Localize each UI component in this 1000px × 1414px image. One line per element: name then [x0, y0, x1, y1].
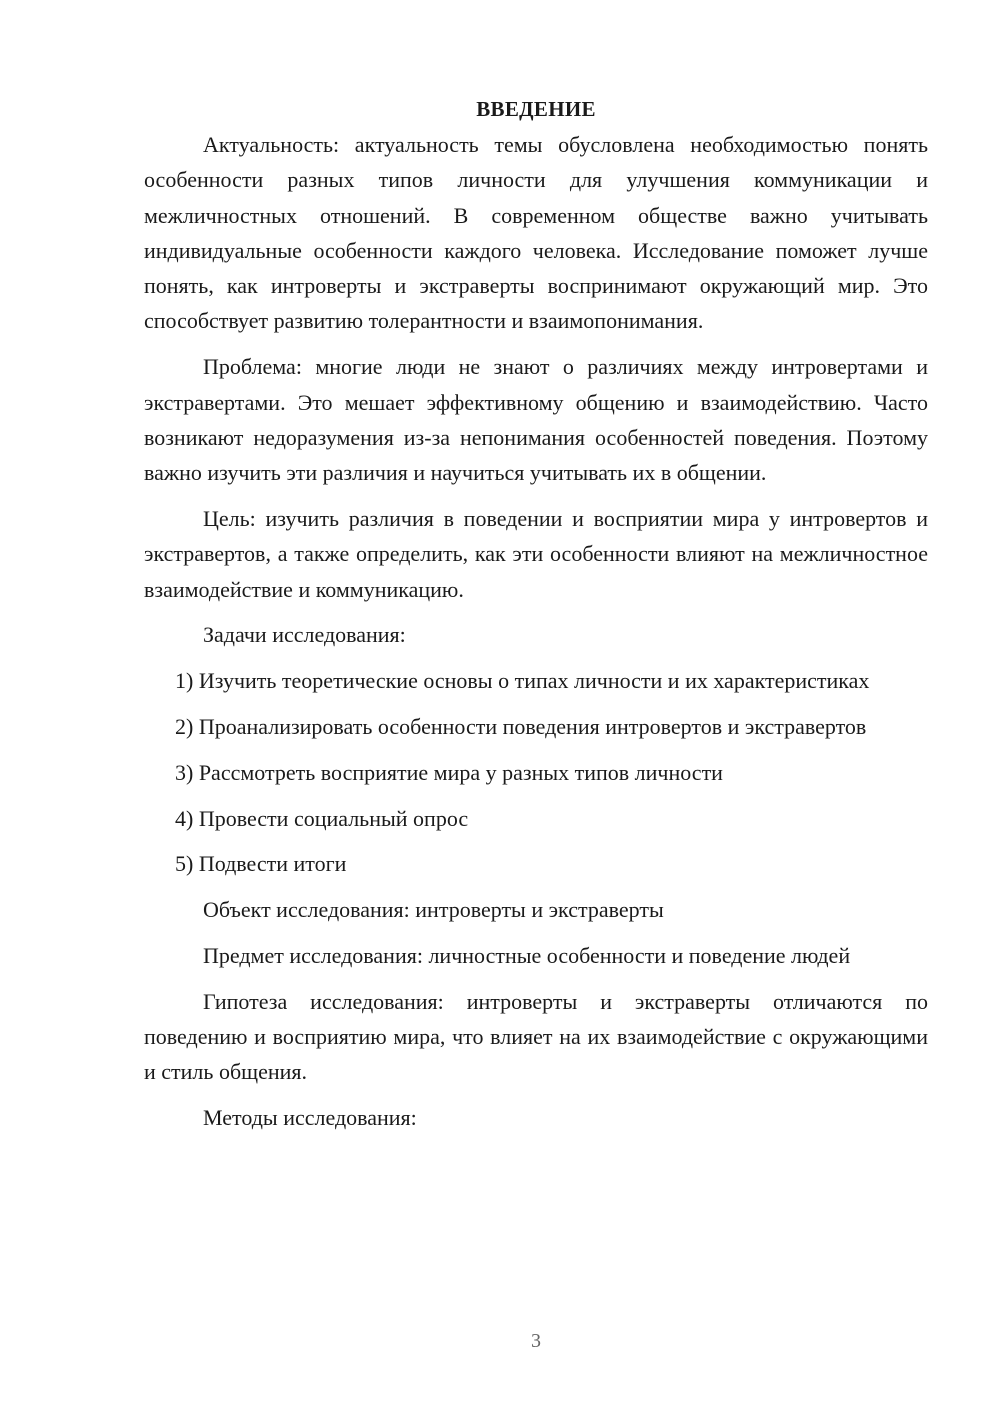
document-page	[144, 92, 928, 1146]
task-item-5: 5) Подвести итоги	[175, 851, 347, 877]
paragraph-goal: Цель: изучить различия в поведении и восприятии мира у интровертов и экстравертов, а также определить, как эти особенности влияют на межличностное взаимодействие и коммуникацию.	[144, 505, 928, 602]
task-item-3: 3) Рассмотреть восприятие мира у разных типов личности	[175, 759, 723, 785]
tasks-heading: Задачи исследования:	[203, 622, 406, 648]
methods-heading: Методы исследования:	[203, 1105, 417, 1131]
paragraph-hypothesis: Гипотеза исследования: интроверты и экстраверты отличаются по поведению и восприятию мира, что влияет на их взаимодействие с окружающими и стиль общения.	[144, 988, 928, 1085]
paragraph-relevance: Актуальность: актуальность темы обусловлена необходимостью понять особенности разных типов личности для улучшения коммуникации и межличностных отношений. В современном обществе важно учитывать индивидуальные особенности каждого человека. Исследование поможет лучше понять, как интроверты и экстраверты воспринимают окружающий мир. Это способствует развитию толерантности и взаимопонимания.	[144, 132, 928, 334]
paragraph-object: Объект исследования: интроверты и экстраверты	[203, 897, 664, 923]
paragraph-subject: Предмет исследования: личностные особенности и поведение людей	[203, 942, 851, 968]
task-item-2: 2) Проанализировать особенности поведения интровертов и экстравертов	[175, 713, 867, 739]
section-heading: ВВЕДЕНИЕ	[476, 97, 596, 121]
page-number: 3	[531, 1330, 541, 1352]
paragraph-problem: Проблема: многие люди не знают о различиях между интровертами и экстравертами. Это мешает эффективному общению и взаимодействию. Часто возникают недоразумения из-за непонимания особенностей поведения. Поэтому важно изучить эти различия и научиться учитывать их в общении.	[144, 354, 928, 486]
task-item-1: 1) Изучить теоретические основы о типах личности и их характеристиках	[175, 668, 870, 694]
task-item-4: 4) Провести социальный опрос	[175, 805, 469, 831]
